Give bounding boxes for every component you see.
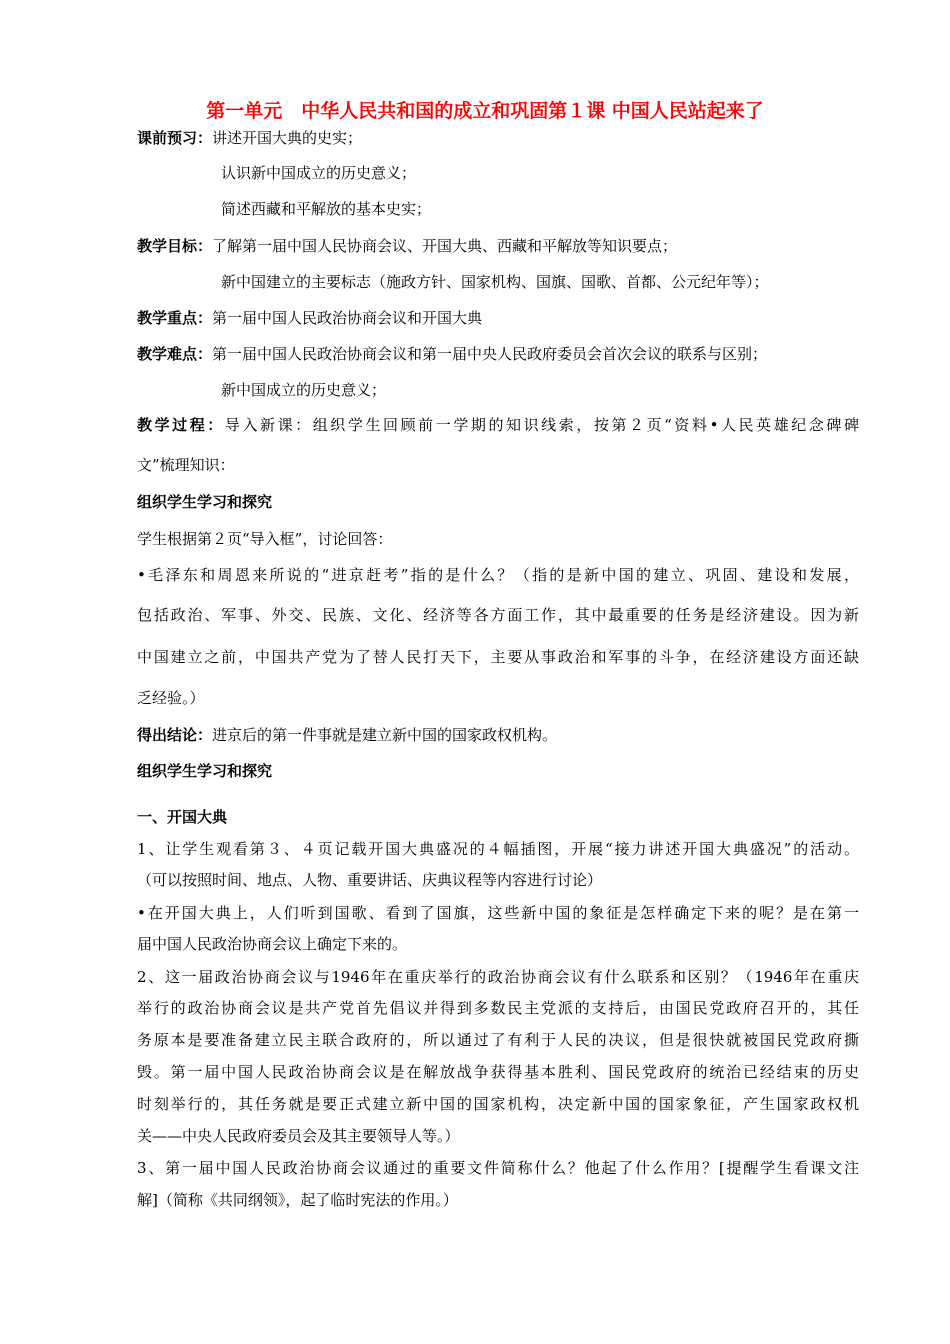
paragraph-line: 务原本是要准备建立民主联合政府的，所以通过了有利于人民的决议，但是很快就被国民党政府撕 bbox=[137, 1031, 859, 1049]
preview-item: 认识新中国成立的历史意义； bbox=[221, 164, 417, 182]
conclusion-text: 进京后的第一件事就是建立新中国的国家政权机构。 bbox=[212, 726, 558, 744]
preview-item: 简述西藏和平解放的基本史实； bbox=[221, 200, 432, 218]
keypoint-row bbox=[137, 308, 482, 328]
preview-label: 课前预习： bbox=[137, 129, 213, 147]
paragraph-line: 2、这一届政治协商会议与1946年在重庆举行的政治协商会议有什么联系和区别？（1946年在重庆 bbox=[137, 968, 859, 986]
section-heading: 组织学生学习和探究 bbox=[137, 762, 273, 780]
preview-row bbox=[137, 128, 362, 148]
section-heading: 组织学生学习和探究 bbox=[137, 493, 273, 511]
conclusion-row bbox=[137, 725, 557, 745]
subsection-heading: 一、开国大典 bbox=[137, 808, 228, 826]
conclusion-label: 得出结论： bbox=[137, 726, 213, 744]
paragraph-line: 关——中央人民政府委员会及其主要领导人等。） bbox=[137, 1127, 460, 1145]
keypoint-text: 第一届中国人民政治协商会议和开国大典 bbox=[212, 309, 483, 327]
process-text: 文”梳理知识： bbox=[137, 456, 235, 474]
paragraph-line: （可以按照时间、地点、人物、重要讲话、庆典议程等内容进行讨论） bbox=[137, 871, 603, 889]
paragraph-line: 乏经验。） bbox=[137, 689, 205, 707]
paragraph-line: 3、第一届中国人民政治协商会议通过的重要文件简称什么？他起了什么作用？[提醒学生看课文注 bbox=[137, 1159, 859, 1177]
process-label: 教学过程： bbox=[137, 416, 225, 434]
difficulty-item: 第一届中国人民政治协商会议和第一届中央人民政府委员会首次会议的联系与区别； bbox=[212, 345, 768, 363]
preview-item: 讲述开国大典的史实； bbox=[212, 129, 363, 147]
paragraph-line: 举行的政治协商会议是共产党首先倡议并得到多数民主党派的支持后，由国民党政府召开的，其任 bbox=[137, 999, 859, 1017]
keypoint-label: 教学重点： bbox=[137, 309, 213, 327]
goals-item: 了解第一届中国人民协商会议、开国大典、西藏和平解放等知识要点； bbox=[212, 237, 678, 255]
paragraph-line: 1、让学生观看第３、４页记载开国大典盛况的４幅插图，开展“接力讲述开国大典盛况”的活动。 bbox=[137, 840, 859, 858]
paragraph-line: 毁。第一届中国人民政治协商会议是在解放战争获得基本胜利、国民党政府的统治已经结束的历史 bbox=[137, 1063, 859, 1081]
goals-item: 新中国建立的主要标志（施政方针、国家机构、国旗、国歌、首都、公元纪年等）； bbox=[221, 273, 769, 291]
goals-row bbox=[137, 236, 677, 256]
paragraph-line: 时刻举行的，其任务就是要正式建立新中国的国家机构，决定新中国的国家象征，产生国家政权机 bbox=[137, 1095, 859, 1113]
difficulty-label: 教学难点： bbox=[137, 345, 213, 363]
difficulty-row bbox=[137, 344, 767, 364]
process-text: 导入新课：组织学生回顾前一学期的知识线索，按第２页“资料•人民英雄纪念碑碑 bbox=[224, 416, 859, 434]
page-title: 第一单元 中华人民共和国的成立和巩固第１课 中国人民站起来了 bbox=[206, 100, 764, 122]
paragraph-line: •在开国大典上，人们听到国歌、看到了国旗，这些新中国的象征是怎样确定下来的呢？是在第一 bbox=[137, 904, 859, 922]
paragraph-line: 包括政治、军事、外交、民族、文化、经济等各方面工作，其中最重要的任务是经济建设。因为新 bbox=[137, 606, 859, 624]
goals-label: 教学目标： bbox=[137, 237, 213, 255]
difficulty-item: 新中国成立的历史意义； bbox=[221, 381, 387, 399]
process-row bbox=[137, 415, 859, 435]
paragraph-line: 解]（简称《共同纲领》，起了临时宪法的作用。） bbox=[137, 1191, 458, 1209]
section-intro: 学生根据第２页“导入框”，讨论回答： bbox=[137, 530, 393, 548]
paragraph-line: 中国建立之前，中国共产党为了替人民打天下，主要从事政治和军事的斗争，在经济建设方面还缺 bbox=[137, 648, 859, 666]
paragraph-line: 届中国人民政治协商会议上确定下来的。 bbox=[137, 935, 408, 953]
paragraph-line: •毛泽东和周恩来所说的“进京赶考”指的是什么？（指的是新中国的建立、巩固、建设和发展， bbox=[137, 566, 859, 584]
